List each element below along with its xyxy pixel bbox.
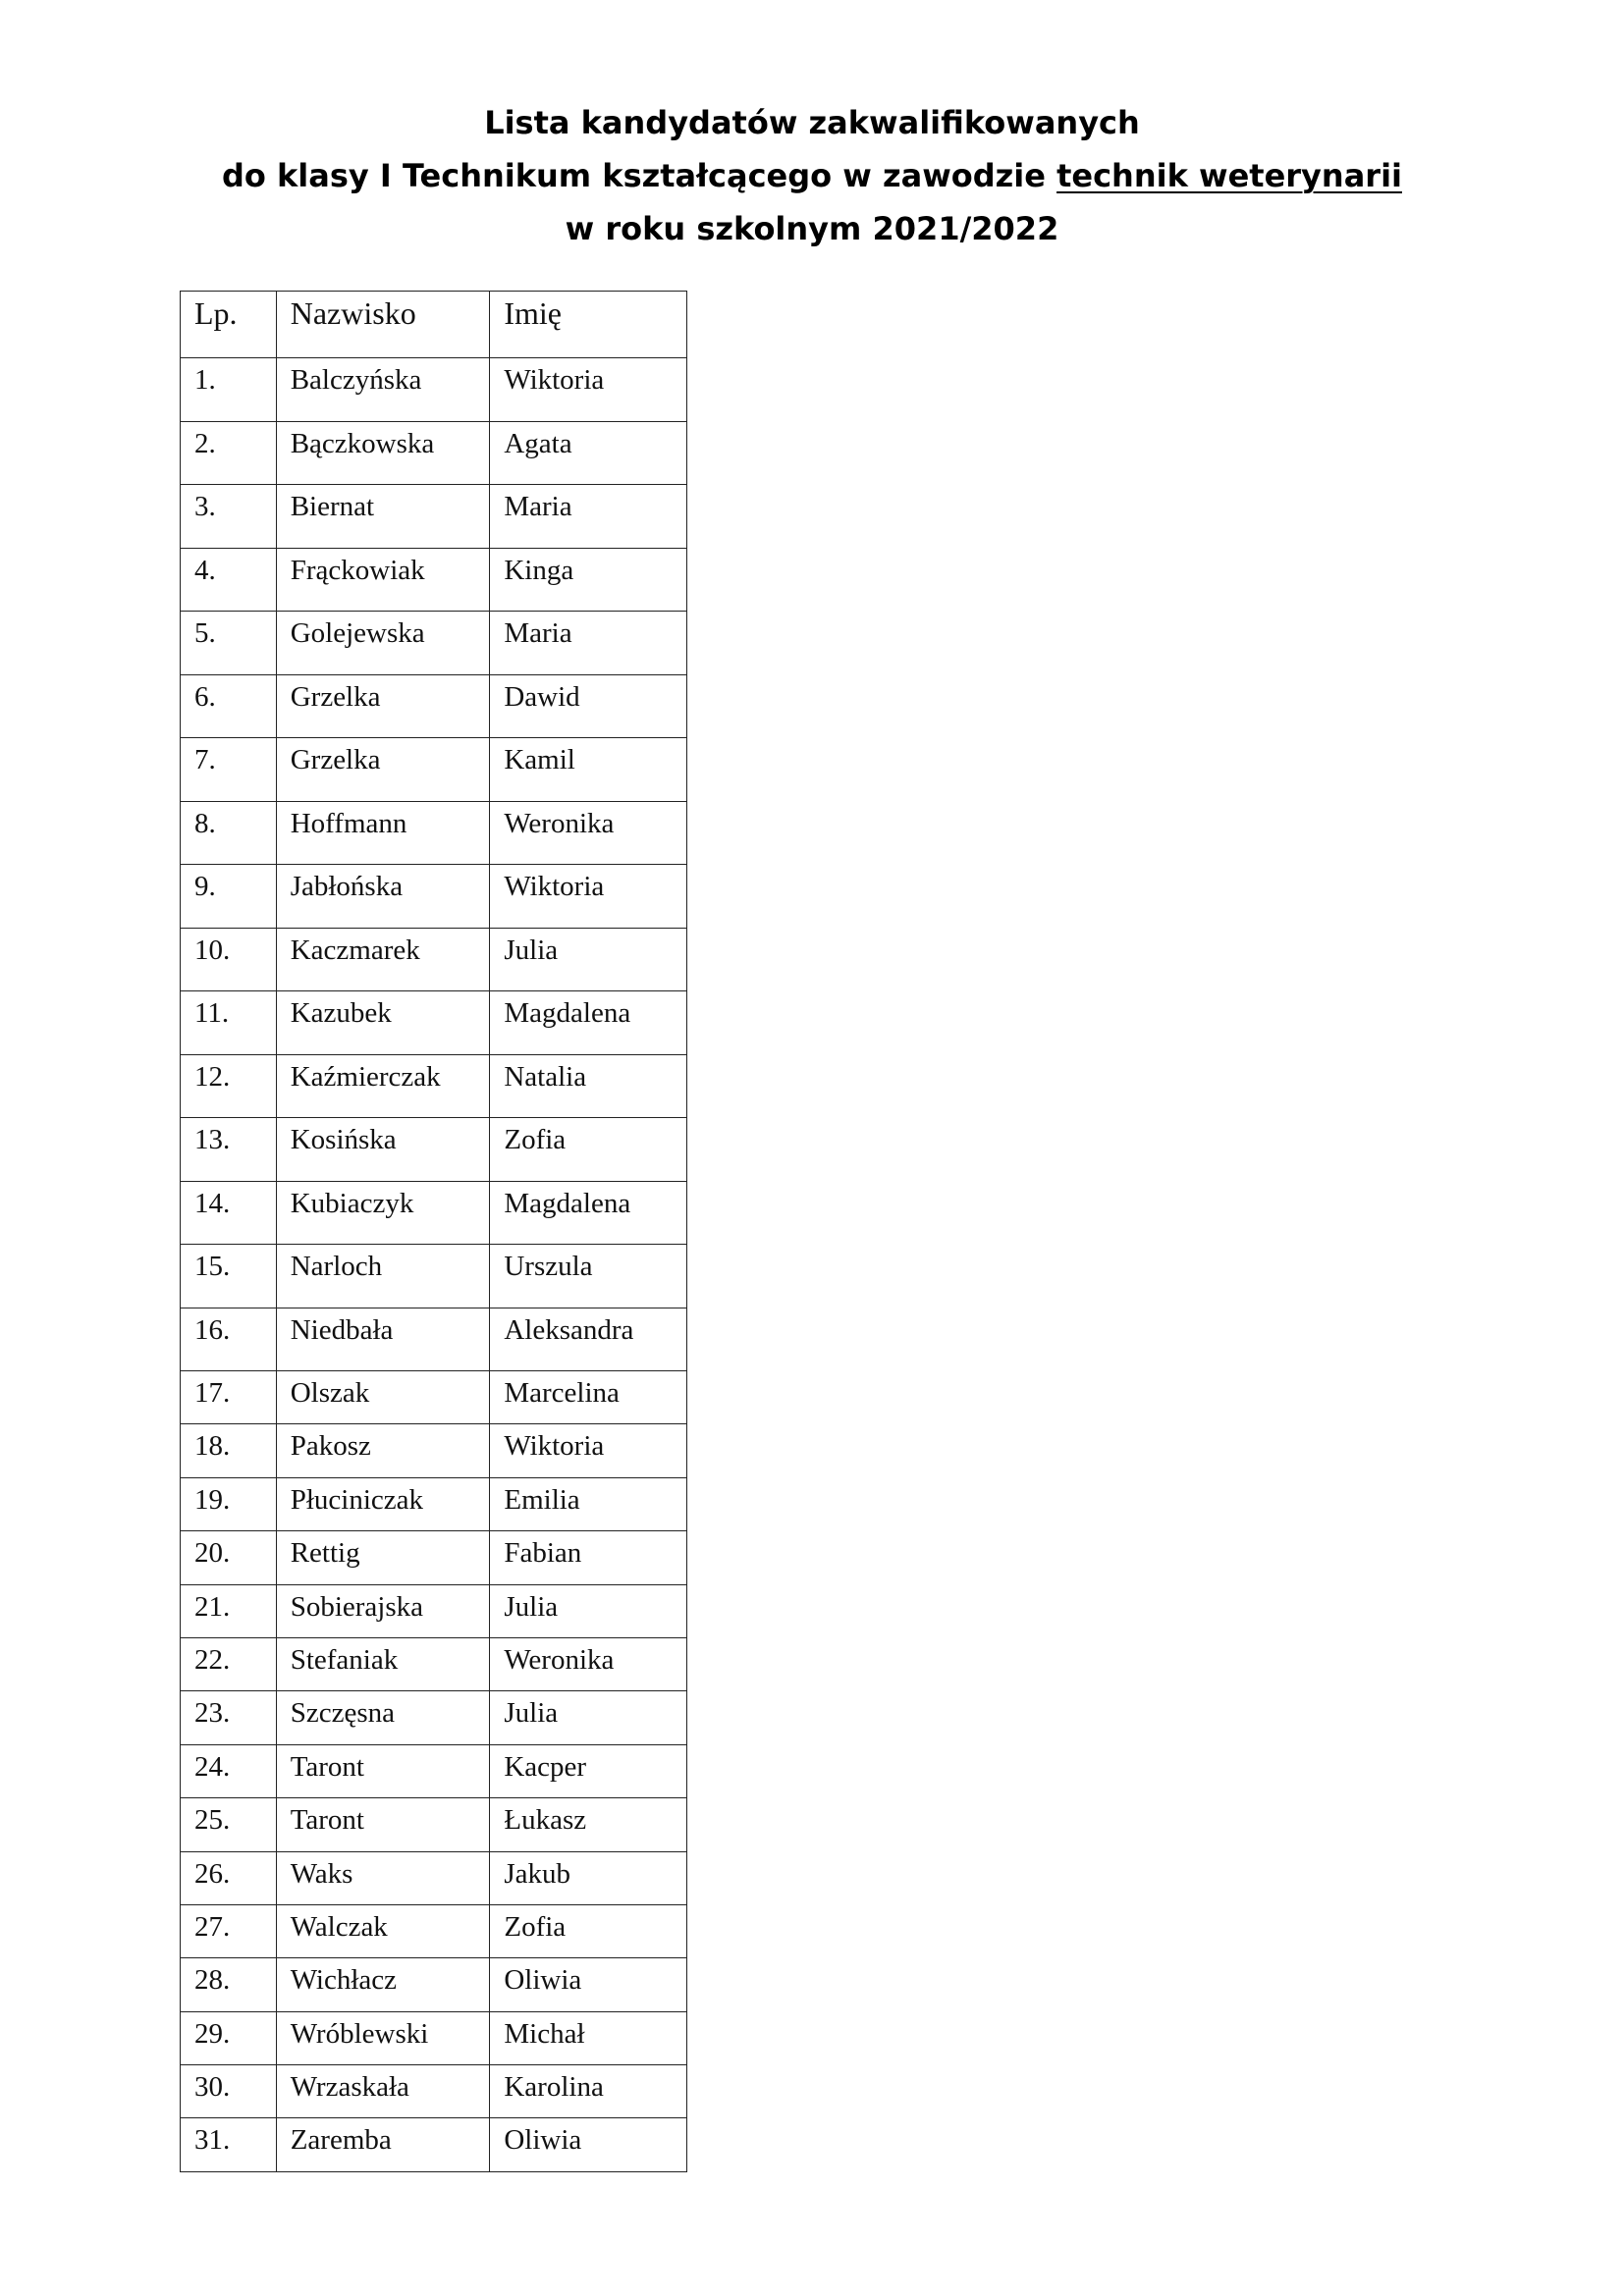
cell-lp: 16. <box>181 1308 277 1371</box>
cell-lp: 10. <box>181 928 277 991</box>
cell-last-name: Grzelka <box>276 738 490 802</box>
cell-lp: 5. <box>181 612 277 675</box>
header-last-name: Nazwisko <box>276 292 490 358</box>
cell-first-name: Kamil <box>490 738 687 802</box>
table-row <box>181 1245 687 1308</box>
cell-lp: 20. <box>181 1531 277 1584</box>
cell-lp: 19. <box>181 1477 277 1530</box>
header-first-name: Imię <box>490 292 687 358</box>
cell-first-name: Wiktoria <box>490 865 687 929</box>
cell-lp: 27. <box>181 1904 277 1957</box>
cell-last-name: Szczęsna <box>276 1691 490 1744</box>
table-row <box>181 865 687 929</box>
cell-last-name: Sobierajska <box>276 1584 490 1637</box>
cell-lp: 12. <box>181 1054 277 1118</box>
cell-first-name: Wiktoria <box>490 1424 687 1477</box>
cell-lp: 7. <box>181 738 277 802</box>
cell-last-name: Olszak <box>276 1371 490 1424</box>
header-lp: Lp. <box>181 292 277 358</box>
table-row <box>181 1798 687 1851</box>
title-line-3: w roku szkolnym 2021/2022 <box>565 210 1059 247</box>
profession-name: technik weterynarii <box>1056 157 1402 194</box>
cell-last-name: Wrzaskała <box>276 2065 490 2118</box>
cell-first-name: Łukasz <box>490 1798 687 1851</box>
cell-lp: 24. <box>181 1744 277 1797</box>
cell-last-name: Taront <box>276 1798 490 1851</box>
table-row <box>181 991 687 1055</box>
cell-last-name: Kaźmierczak <box>276 1054 490 1118</box>
title-line-1: Lista kandydatów zakwalifikowanych <box>484 104 1140 141</box>
cell-lp: 3. <box>181 485 277 549</box>
table-row <box>181 1308 687 1371</box>
cell-last-name: Pakosz <box>276 1424 490 1477</box>
cell-last-name: Stefaniak <box>276 1637 490 1690</box>
cell-lp: 23. <box>181 1691 277 1744</box>
table-row <box>181 1958 687 2011</box>
cell-first-name: Maria <box>490 612 687 675</box>
cell-lp: 11. <box>181 991 277 1055</box>
cell-lp: 25. <box>181 1798 277 1851</box>
cell-last-name: Kubiaczyk <box>276 1181 490 1245</box>
cell-last-name: Taront <box>276 1744 490 1797</box>
cell-first-name: Jakub <box>490 1851 687 1904</box>
cell-first-name: Weronika <box>490 1637 687 1690</box>
table-row <box>181 1118 687 1182</box>
document-title <box>0 96 1624 255</box>
cell-first-name: Marcelina <box>490 1371 687 1424</box>
cell-first-name: Zofia <box>490 1118 687 1182</box>
table-row <box>181 1054 687 1118</box>
cell-first-name: Oliwia <box>490 1958 687 2011</box>
cell-last-name: Kosińska <box>276 1118 490 1182</box>
cell-first-name: Wiktoria <box>490 358 687 422</box>
cell-last-name: Kazubek <box>276 991 490 1055</box>
cell-lp: 31. <box>181 2118 277 2171</box>
table-row <box>181 1181 687 1245</box>
cell-last-name: Narloch <box>276 1245 490 1308</box>
table-row <box>181 1424 687 1477</box>
cell-first-name: Karolina <box>490 2065 687 2118</box>
table-row <box>181 612 687 675</box>
table-row <box>181 738 687 802</box>
table-row <box>181 1691 687 1744</box>
table-row <box>181 1904 687 1957</box>
table-row <box>181 2011 687 2064</box>
cell-first-name: Michał <box>490 2011 687 2064</box>
table-row <box>181 1477 687 1530</box>
cell-first-name: Julia <box>490 928 687 991</box>
title-line-2-text: do klasy I Technikum kształcącego w zawodzie <box>221 157 1057 194</box>
cell-last-name: Jabłońska <box>276 865 490 929</box>
table-row <box>181 485 687 549</box>
cell-lp: 22. <box>181 1637 277 1690</box>
cell-first-name: Agata <box>490 421 687 485</box>
cell-lp: 30. <box>181 2065 277 2118</box>
title-line-2 <box>0 149 1624 202</box>
table-row <box>181 1531 687 1584</box>
cell-last-name: Wróblewski <box>276 2011 490 2064</box>
cell-lp: 28. <box>181 1958 277 2011</box>
cell-first-name: Kinga <box>490 548 687 612</box>
table-row <box>181 2118 687 2171</box>
cell-first-name: Natalia <box>490 1054 687 1118</box>
cell-first-name: Emilia <box>490 1477 687 1530</box>
cell-lp: 2. <box>181 421 277 485</box>
cell-first-name: Fabian <box>490 1531 687 1584</box>
cell-last-name: Balczyńska <box>276 358 490 422</box>
cell-last-name: Grzelka <box>276 674 490 738</box>
cell-first-name: Dawid <box>490 674 687 738</box>
cell-lp: 8. <box>181 801 277 865</box>
cell-last-name: Rettig <box>276 1531 490 1584</box>
cell-first-name: Zofia <box>490 1904 687 1957</box>
cell-last-name: Walczak <box>276 1904 490 1957</box>
table-row <box>181 1851 687 1904</box>
cell-lp: 26. <box>181 1851 277 1904</box>
cell-lp: 15. <box>181 1245 277 1308</box>
cell-lp: 9. <box>181 865 277 929</box>
cell-first-name: Maria <box>490 485 687 549</box>
cell-last-name: Zaremba <box>276 2118 490 2171</box>
cell-lp: 4. <box>181 548 277 612</box>
cell-last-name: Wichłacz <box>276 1958 490 2011</box>
cell-first-name: Oliwia <box>490 2118 687 2171</box>
cell-first-name: Magdalena <box>490 1181 687 1245</box>
table-row <box>181 1584 687 1637</box>
cell-lp: 21. <box>181 1584 277 1637</box>
table-row <box>181 1744 687 1797</box>
table-row <box>181 421 687 485</box>
cell-first-name: Urszula <box>490 1245 687 1308</box>
cell-last-name: Biernat <box>276 485 490 549</box>
cell-first-name: Weronika <box>490 801 687 865</box>
cell-lp: 13. <box>181 1118 277 1182</box>
cell-last-name: Waks <box>276 1851 490 1904</box>
cell-first-name: Julia <box>490 1584 687 1637</box>
cell-last-name: Hoffmann <box>276 801 490 865</box>
cell-last-name: Golejewska <box>276 612 490 675</box>
table-row <box>181 674 687 738</box>
cell-first-name: Aleksandra <box>490 1308 687 1371</box>
cell-last-name: Płuciniczak <box>276 1477 490 1530</box>
cell-last-name: Kaczmarek <box>276 928 490 991</box>
table-row <box>181 2065 687 2118</box>
table-header-row <box>181 292 687 358</box>
table-row <box>181 928 687 991</box>
table-row <box>181 1637 687 1690</box>
table-row <box>181 801 687 865</box>
cell-last-name: Niedbała <box>276 1308 490 1371</box>
cell-lp: 18. <box>181 1424 277 1477</box>
cell-lp: 6. <box>181 674 277 738</box>
cell-lp: 1. <box>181 358 277 422</box>
candidates-table <box>180 291 687 2172</box>
table-row <box>181 548 687 612</box>
cell-last-name: Bączkowska <box>276 421 490 485</box>
table-row <box>181 1371 687 1424</box>
cell-lp: 14. <box>181 1181 277 1245</box>
cell-lp: 29. <box>181 2011 277 2064</box>
cell-first-name: Kacper <box>490 1744 687 1797</box>
cell-first-name: Julia <box>490 1691 687 1744</box>
cell-last-name: Frąckowiak <box>276 548 490 612</box>
candidates-table-body <box>181 292 687 2172</box>
cell-first-name: Magdalena <box>490 991 687 1055</box>
cell-lp: 17. <box>181 1371 277 1424</box>
table-row <box>181 358 687 422</box>
